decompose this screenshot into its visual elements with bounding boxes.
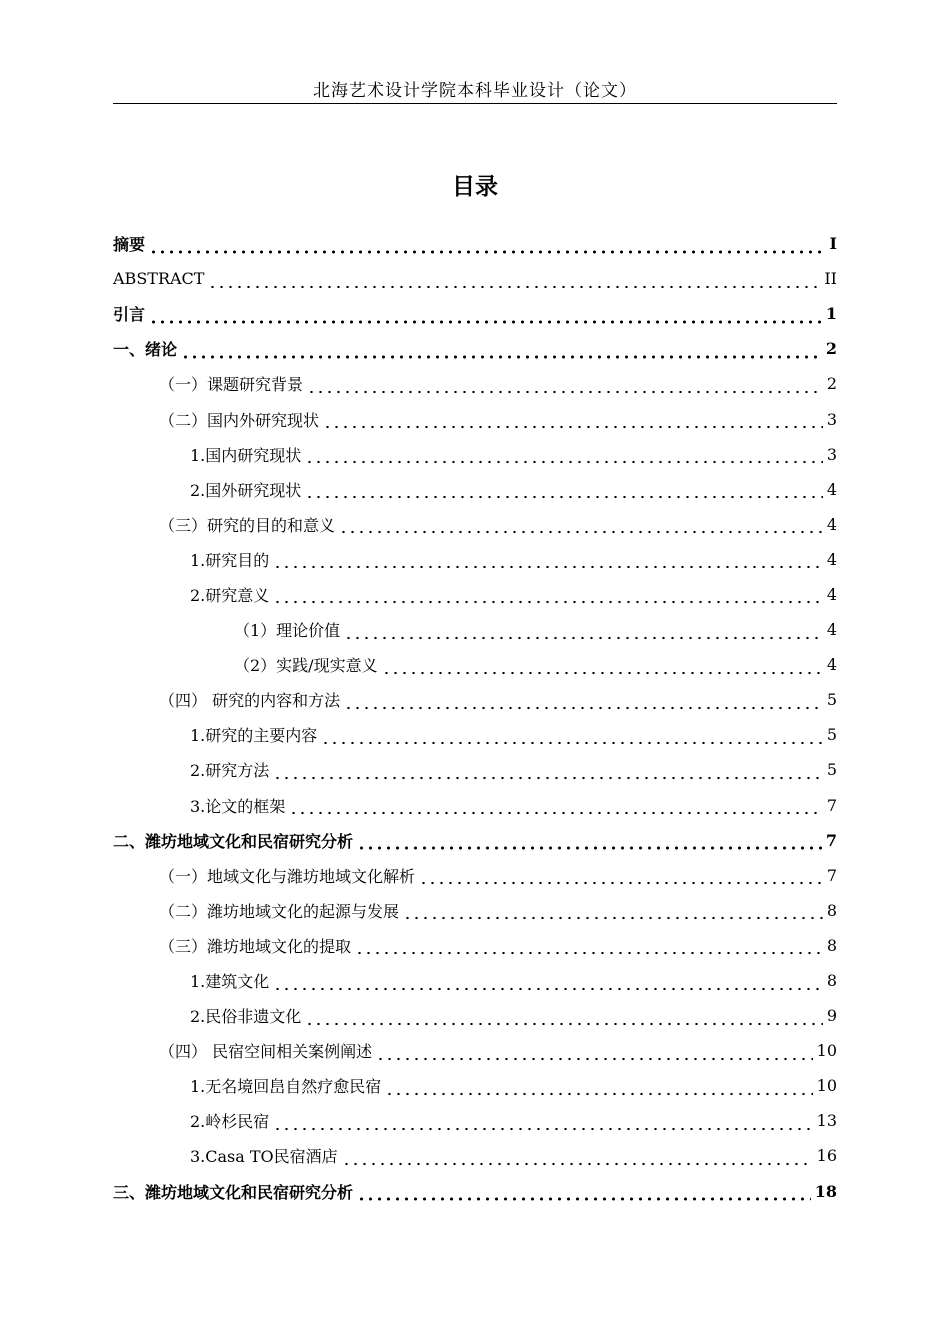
toc-entry-label: （三）潍坊地域文化的提取	[159, 936, 352, 956]
toc-entry[interactable]	[113, 401, 837, 436]
toc-entry[interactable]	[113, 858, 837, 893]
toc-entry[interactable]	[113, 998, 837, 1033]
toc-entry[interactable]	[113, 928, 837, 963]
toc-entry-label: （1）理论价值	[234, 621, 341, 641]
toc-entry[interactable]	[113, 1103, 837, 1138]
toc-entry-label: 摘要	[113, 235, 146, 255]
toc-entry-page: 4	[826, 655, 837, 675]
toc-entry-page: 5	[826, 690, 837, 710]
page-title: 目录	[452, 174, 498, 200]
toc-entry-page: 7	[826, 865, 837, 885]
toc-entry-label: 二、潍坊地域文化和民宿研究分析	[113, 831, 354, 851]
toc-entry-label: （一）地域文化与潍坊地域文化解析	[159, 866, 416, 886]
toc-leader-dots	[181, 343, 822, 359]
toc-entry-page: 4	[826, 620, 837, 640]
toc-entry-page: 8	[826, 971, 837, 991]
toc-entry-label: （三）研究的目的和意义	[159, 515, 336, 535]
toc-entry-label: 3.Casa TO民宿酒店	[190, 1147, 338, 1167]
toc-leader-dots	[273, 588, 823, 604]
toc-entry-page: 13	[816, 1111, 837, 1131]
toc-entry-label: 1.无名境回峊自然疗愈民宿	[190, 1077, 382, 1097]
toc-entry-label: 1.研究的主要内容	[190, 726, 318, 746]
toc-entry-label: 3.论文的框架	[190, 796, 286, 816]
toc-entry-label: 1.研究目的	[190, 550, 270, 570]
toc-entry-page: II	[824, 269, 837, 289]
header-rule	[113, 103, 837, 104]
toc-entry-page: 7	[825, 830, 837, 850]
toc-entry[interactable]	[113, 226, 837, 261]
toc-entry[interactable]	[113, 823, 837, 858]
toc-entry[interactable]	[113, 788, 837, 823]
toc-entry[interactable]	[113, 296, 837, 331]
toc-leader-dots	[344, 694, 823, 710]
toc-leader-dots	[273, 1115, 812, 1131]
toc-leader-dots	[339, 518, 823, 534]
toc-entry-label: 三、潍坊地域文化和民宿研究分析	[113, 1182, 354, 1202]
toc-entry-label: 2.国外研究现状	[190, 480, 302, 500]
toc-leader-dots	[305, 483, 823, 499]
toc-leader-dots	[273, 553, 823, 569]
toc-entry-page: 5	[826, 760, 837, 780]
toc-entry[interactable]	[113, 612, 837, 647]
toc-leader-dots	[208, 273, 820, 289]
toc-entry-page: 3	[826, 409, 837, 429]
toc-entry-label: （二）国内外研究现状	[159, 410, 320, 430]
toc-entry-label: 1.国内研究现状	[190, 445, 302, 465]
toc-entry-label: ABSTRACT	[113, 269, 205, 289]
table-of-contents	[113, 226, 837, 1209]
toc-entry-label: 2.民俗非遗文化	[190, 1007, 302, 1027]
toc-leader-dots	[344, 624, 823, 640]
toc-entry-page: 18	[814, 1181, 837, 1201]
toc-leader-dots	[323, 413, 823, 429]
toc-leader-dots	[403, 904, 823, 920]
toc-leader-dots	[273, 975, 823, 991]
toc-entry[interactable]	[113, 542, 837, 577]
toc-entry-label: （一）课题研究背景	[159, 375, 304, 395]
toc-entry[interactable]	[113, 717, 837, 752]
toc-entry[interactable]	[113, 1068, 837, 1103]
toc-entry-page: I	[829, 234, 837, 254]
toc-entry-label: （四） 研究的内容和方法	[159, 691, 341, 711]
toc-entry-page: 10	[816, 1076, 837, 1096]
toc-entry[interactable]	[113, 647, 837, 682]
toc-entry-label: （四） 民宿空间相关案例阐述	[159, 1042, 373, 1062]
toc-leader-dots	[357, 834, 822, 850]
toc-entry[interactable]	[113, 577, 837, 612]
toc-entry-page: 7	[826, 795, 837, 815]
toc-leader-dots	[307, 378, 823, 394]
toc-leader-dots	[289, 799, 823, 815]
toc-entry[interactable]	[113, 1033, 837, 1068]
toc-entry-page: 9	[826, 1006, 837, 1026]
toc-leader-dots	[382, 659, 823, 675]
toc-entry[interactable]	[113, 437, 837, 472]
toc-entry-page: 8	[826, 900, 837, 920]
toc-entry-page: 4	[826, 584, 837, 604]
toc-entry[interactable]	[113, 1138, 837, 1173]
toc-entry-page: 8	[826, 935, 837, 955]
toc-entry-page: 3	[826, 444, 837, 464]
toc-leader-dots	[149, 308, 822, 324]
toc-entry-label: 1.建筑文化	[190, 972, 270, 992]
toc-leader-dots	[376, 1045, 813, 1061]
toc-leader-dots	[355, 939, 823, 955]
toc-entry-label: 引言	[113, 305, 146, 325]
toc-entry-page: 2	[826, 374, 837, 394]
toc-entry[interactable]	[113, 472, 837, 507]
toc-leader-dots	[357, 1185, 811, 1201]
toc-entry[interactable]	[113, 963, 837, 998]
toc-entry[interactable]	[113, 1174, 837, 1209]
toc-entry-page: 10	[816, 1041, 837, 1061]
toc-leader-dots	[419, 869, 823, 885]
toc-entry[interactable]	[113, 682, 837, 717]
toc-entry-label: 一、绪论	[113, 340, 178, 360]
toc-entry[interactable]	[113, 261, 837, 296]
toc-entry-page: 1	[825, 304, 837, 324]
toc-entry-page: 5	[826, 725, 837, 745]
toc-entry-label: 2.岭杉民宿	[190, 1112, 270, 1132]
toc-entry[interactable]	[113, 507, 837, 542]
toc-entry[interactable]	[113, 366, 837, 401]
toc-entry-label: 2.研究意义	[190, 585, 270, 605]
toc-leader-dots	[385, 1080, 812, 1096]
toc-leader-dots	[321, 729, 823, 745]
toc-entry-label: 2.研究方法	[190, 761, 270, 781]
toc-entry[interactable]	[113, 893, 837, 928]
toc-entry-page: 16	[816, 1146, 837, 1166]
toc-entry-label: （二）潍坊地域文化的起源与发展	[159, 901, 400, 921]
page-header: 北海艺术设计学院本科毕业设计（论文）	[313, 81, 637, 101]
toc-entry-page: 2	[825, 339, 837, 359]
toc-leader-dots	[149, 238, 825, 254]
toc-entry-page: 4	[826, 479, 837, 499]
toc-leader-dots	[305, 1010, 823, 1026]
toc-entry[interactable]	[113, 331, 837, 366]
toc-entry-page: 4	[826, 549, 837, 569]
toc-leader-dots	[273, 764, 823, 780]
toc-leader-dots	[342, 1150, 813, 1166]
toc-leader-dots	[305, 448, 823, 464]
toc-entry[interactable]	[113, 752, 837, 787]
toc-entry-label: （2）实践/现实意义	[234, 656, 378, 676]
toc-entry-page: 4	[826, 514, 837, 534]
